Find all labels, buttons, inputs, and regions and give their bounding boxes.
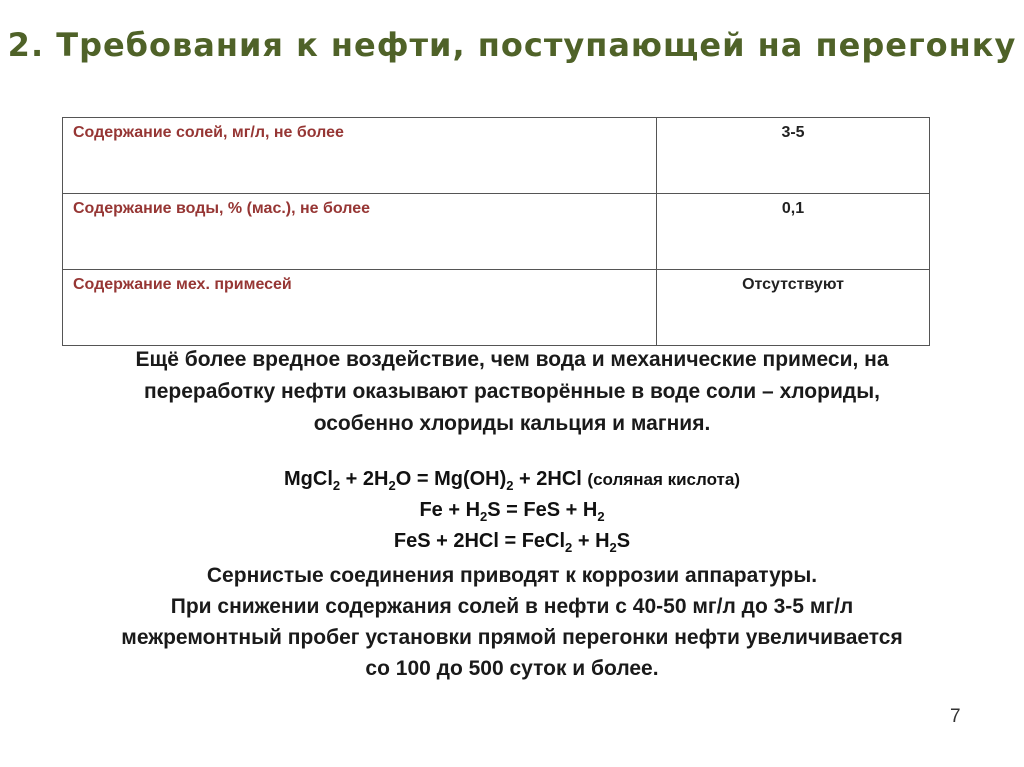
table-row <box>63 118 930 194</box>
table-row <box>63 194 930 270</box>
equation-fes-hcl: FeS + 2HCl = FeCl$_2$ + $H_2S$ <box>393 530 631 555</box>
row-value: 0,1 <box>657 194 930 270</box>
page-number: 7 <box>950 706 961 727</box>
row-label: Содержание солей, мг/л, не более <box>63 118 657 194</box>
table-row <box>63 270 930 346</box>
row-value: 3-5 <box>657 118 930 194</box>
requirements-table <box>62 117 930 346</box>
row-value: Отсутствуют <box>657 270 930 346</box>
row-label: Содержание мех. примесей <box>63 270 657 346</box>
equation-mgcl2: MgCl$_2$ + $2H_2O = Mg(OH)_2 + 2HCl$ (соляная кислота) <box>284 468 740 493</box>
equation-note: (соляная кислота) <box>587 470 740 489</box>
paragraph-salts: Ещё более вредное воздействие, чем вода и механические примеси, на переработку нефти оказывают растворённые в воде соли – хлориды, особенно хлориды кальция и магния. <box>135 348 889 435</box>
equation-fe-h2s: $Fe + H_2S$ = FeS + $H_2$ <box>419 499 605 524</box>
row-label: Содержание воды, % (мас.), не более <box>63 194 657 270</box>
slide-title: 2. Требования к нефти, поступающей на перегонку <box>7 26 1017 64</box>
paragraph-corrosion: Сернистые соединения приводят к коррозии аппаратуры. При снижении содержания солей в нефти с 40-50 мг/л до 3-5 мг/л межремонтный пробег установки прямой перегонки нефти увеличивается со 100 до 500 суток и более. <box>121 564 903 680</box>
